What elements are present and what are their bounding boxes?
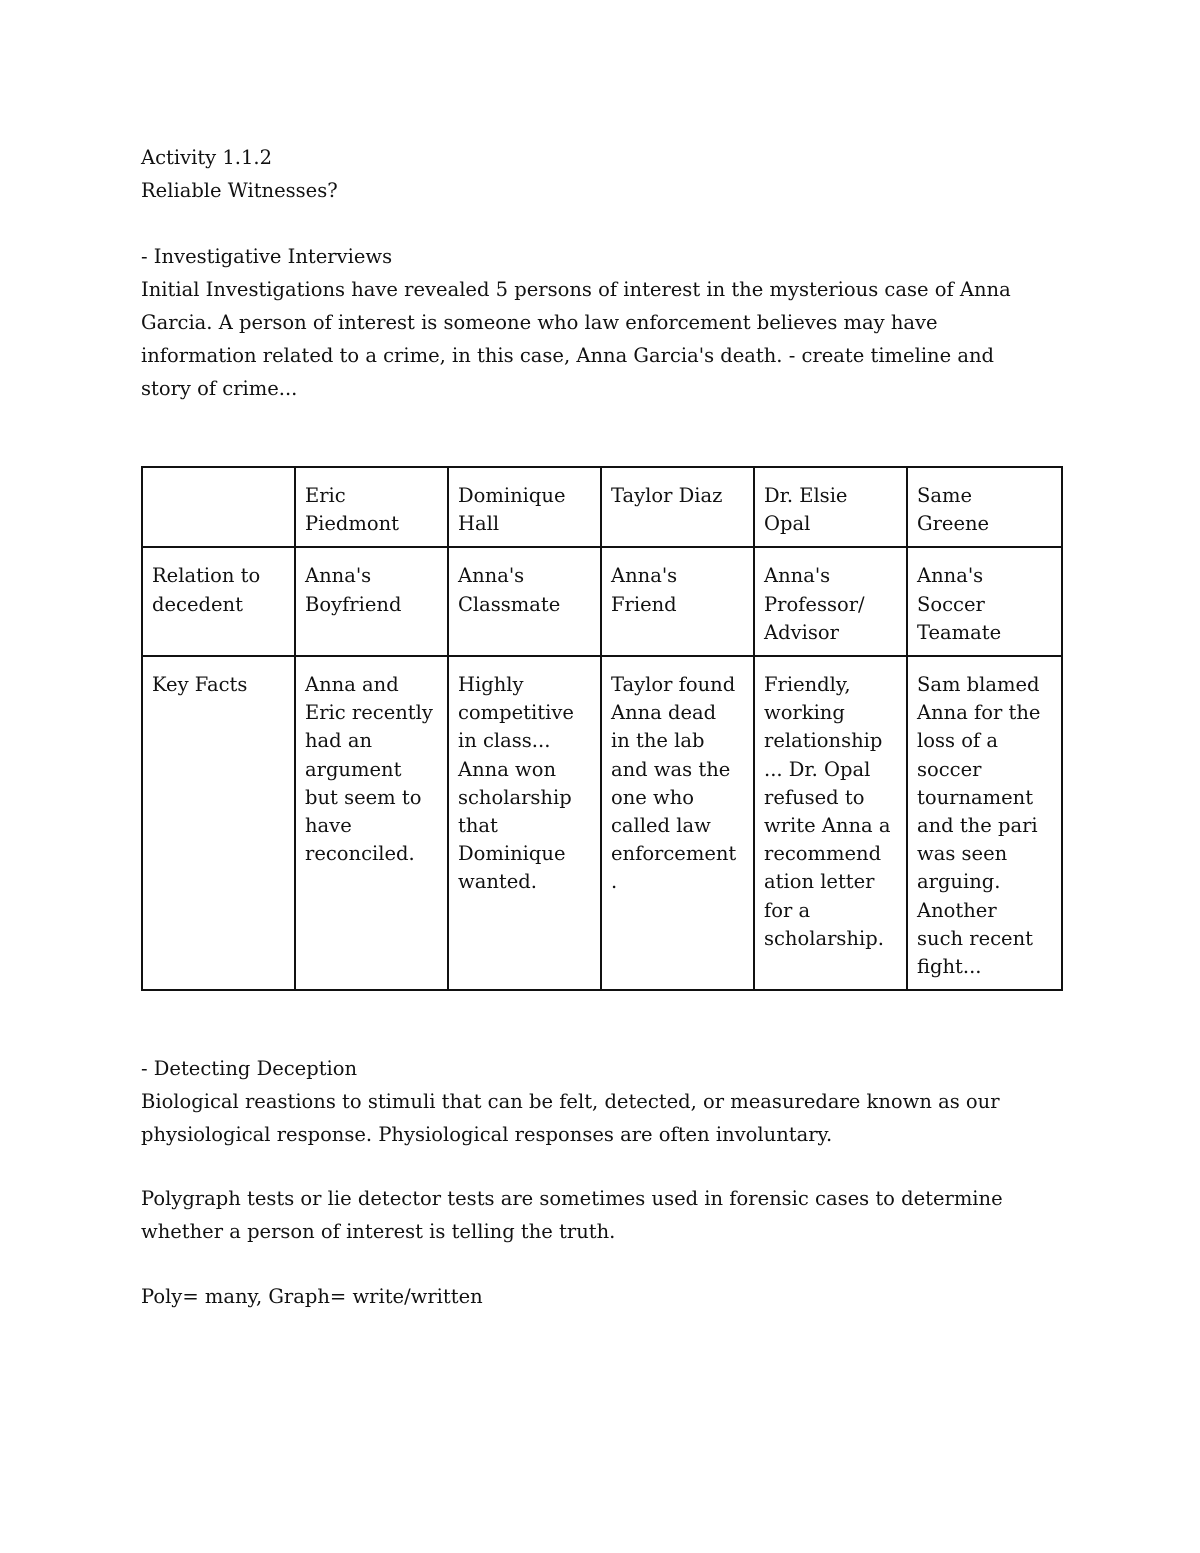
cell-text: Anna's Soccer Teamate: [917, 564, 1002, 644]
person-name-taylor-diaz: Taylor Diaz: [611, 484, 723, 507]
investigative-interviews-paragraph: [141, 273, 1041, 405]
table-cell: [142, 547, 295, 656]
section-heading-investigative-interviews: - Investigative Interviews: [141, 245, 393, 268]
row-label-key-facts: Key Facts: [152, 673, 248, 697]
cell-text: Anna and Eric recently had an argument but seem to have reconciled.: [305, 673, 433, 866]
cell-text: Anna's Professor/ Advisor: [764, 564, 865, 644]
table-cell: [907, 656, 1062, 990]
table-cell: [448, 547, 601, 656]
cell-text: Anna's Friend: [611, 564, 678, 616]
paragraph-line: information related to a crime, in this case, Anna Garcia's death. - create timeline and: [141, 344, 995, 367]
person-name-elsie-opal: Dr. Elsie Opal: [764, 484, 848, 536]
table-row-key-facts: [142, 656, 1062, 990]
table-cell: [448, 656, 601, 990]
cell-text: Friendly, working relationship ... Dr. Opal refused to write Anna a recommend ation letter for a scholarship.: [764, 673, 891, 950]
table-cell: [295, 467, 448, 547]
persons-of-interest-table: [141, 466, 1063, 991]
paragraph-line: physiological response. Physiological responses are often involuntary.: [141, 1123, 833, 1146]
table-cell: [754, 467, 907, 547]
document-subtitle: Reliable Witnesses?: [141, 179, 338, 202]
table-cell: [754, 547, 907, 656]
detecting-deception-paragraph: [141, 1085, 1041, 1151]
person-name-same-greene: Same Greene: [917, 484, 990, 536]
cell-text: Sam blamed Anna for the loss of a soccer tournament and the pari was seen arguing. Another such recent fight...: [917, 673, 1041, 979]
cell-text: Anna's Classmate: [458, 564, 561, 616]
section-heading-detecting-deception: - Detecting Deception: [141, 1057, 358, 1080]
table-cell: [601, 547, 754, 656]
paragraph-line: story of crime...: [141, 377, 298, 400]
paragraph-line: Garcia. A person of interest is someone who law enforcement believes may have: [141, 311, 938, 334]
table-header-row: [142, 467, 1062, 547]
row-label-relation: Relation to decedent: [152, 564, 261, 616]
table-cell: [754, 656, 907, 990]
activity-title: Activity 1.1.2: [141, 146, 272, 169]
table-cell: [295, 656, 448, 990]
table-row-relation: [142, 547, 1062, 656]
table-cell: [907, 467, 1062, 547]
paragraph-line: whether a person of interest is telling the truth.: [141, 1220, 616, 1243]
table-cell: [907, 547, 1062, 656]
table-cell: [142, 467, 295, 547]
person-name-eric-piedmont: Eric Piedmont: [305, 484, 400, 536]
table-cell: [142, 656, 295, 990]
cell-text: Taylor found Anna dead in the lab and was the one who called law enforcement .: [611, 673, 737, 894]
table-cell: [601, 467, 754, 547]
paragraph-line: Polygraph tests or lie detector tests are sometimes used in forensic cases to determine: [141, 1187, 1003, 1210]
paragraph-line: Initial Investigations have revealed 5 persons of interest in the mysterious case of Anna: [141, 278, 1011, 301]
person-name-dominique-hall: Dominique Hall: [458, 484, 566, 536]
table-cell: [448, 467, 601, 547]
table-cell: [295, 547, 448, 656]
paragraph-line: Biological reastions to stimuli that can be felt, detected, or measuredare known as our: [141, 1090, 1000, 1113]
cell-text: Anna's Boyfriend: [305, 564, 402, 616]
table-cell: [601, 656, 754, 990]
cell-text: Highly competitive in class... Anna won scholarship that Dominique wanted.: [458, 673, 574, 894]
polygraph-paragraph: [141, 1182, 1041, 1248]
poly-definition: Poly= many, Graph= write/written: [141, 1285, 483, 1308]
